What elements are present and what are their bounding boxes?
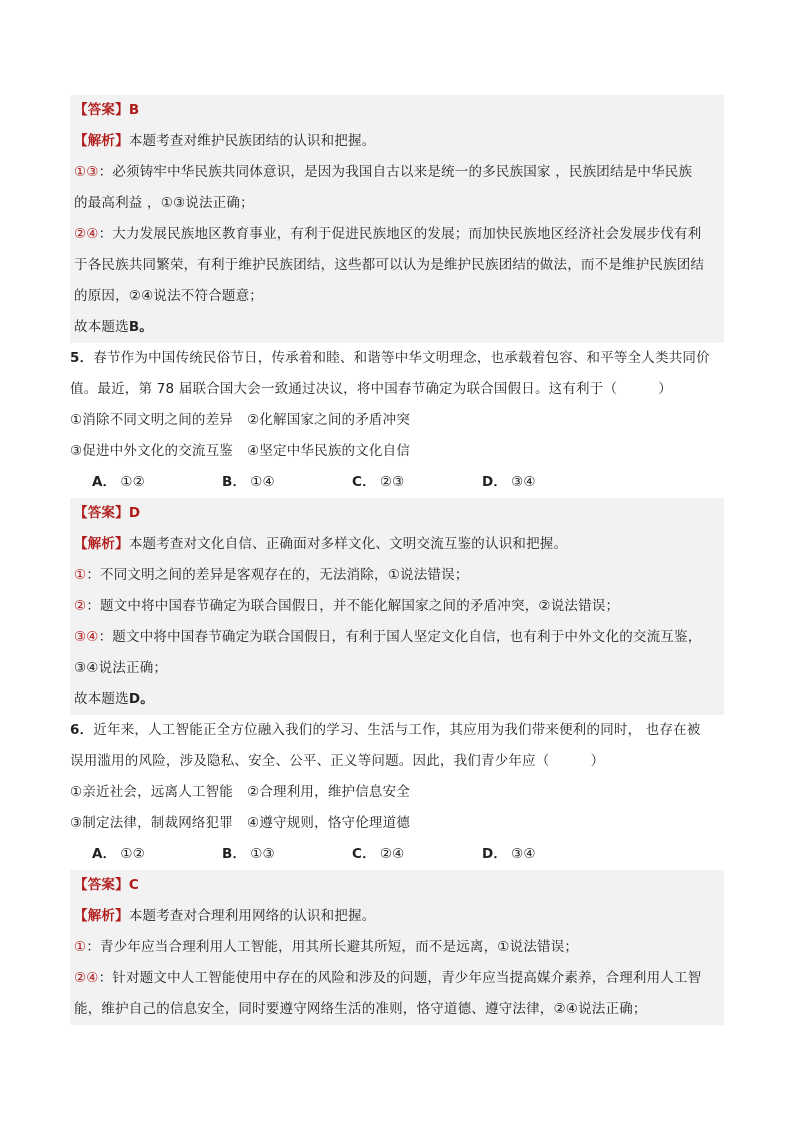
option-a[interactable]: A． ①② [92,846,145,862]
question-stem: 5．春节作为中国传统民俗节日，传承着和睦、和谐等中华文明理念，也承载着包容、和平等全人类共同价 [70,350,710,366]
answer-line: 【答案】D [70,498,724,529]
analysis-point-line: ②④：大力发展民族地区教育事业，有利于促进民族地区的发展；而加快民族地区经济社会发展步伐有利 [70,219,724,250]
option-c[interactable]: C． ②④ [352,846,405,862]
analysis-point-line: ②④：针对题文中人工智能使用中存在的风险和涉及的问题，青少年应当提高媒介素养，合理利用人工智 [70,963,724,994]
conclusion-line: 故本题选D。 [70,684,724,715]
option-d[interactable]: D． ③④ [482,846,536,862]
analysis-point-line: ①③：必须铸牢中华民族共同体意识，是因为我国自古以来是统一的多民族国家 ，民族团结是中华民族 [70,157,724,188]
analysis-point-line: ③④说法正确； [70,653,724,684]
option-c[interactable]: C． ②③ [352,474,405,490]
option-b[interactable]: B． ①③ [222,846,275,862]
analysis-line: 【解析】本题考查对维护民族团结的认识和把握。 [70,126,724,157]
option-row [70,467,724,498]
answer-line: 【答案】B [70,95,724,126]
question-stem: 误用滥用的风险，涉及隐私、安全、公平、正义等问题。因此，我们青少年应（ ） [70,753,605,769]
analysis-point-line: ③④：题文中将中国春节确定为联合国假日，有利于国人坚定文化自信，也有利于中外文化的交流互鉴， [70,622,724,653]
statement-row: ①亲近社会，远离人工智能 ②合理利用，维护信息安全 [70,784,411,800]
option-a[interactable]: A． ①② [92,474,145,490]
analysis-line: 【解析】本题考查对合理利用网络的认识和把握。 [70,901,724,932]
option-d[interactable]: D． ③④ [482,474,536,490]
analysis-point-line: ②：题文中将中国春节确定为联合国假日，并不能化解国家之间的矛盾冲突，②说法错误； [70,591,724,622]
analysis-line: 【解析】本题考查对文化自信、正确面对多样文化、文明交流互鉴的认识和把握。 [70,529,724,560]
option-row [70,839,724,870]
statement-row: ③制定法律，制裁网络犯罪 ④遵守规则，恪守伦理道德 [70,815,411,831]
question-stem: 6．近年来，人工智能正全方位融入我们的学习、生活与工作，其应用为我们带来便利的同时， 也存在被 [70,722,701,738]
option-b[interactable]: B． ①④ [222,474,275,490]
statement-row: ③促进中外文化的交流互鉴 ④坚定中华民族的文化自信 [70,443,411,459]
document-page [70,95,724,1025]
analysis-point-line: 的原因，②④说法不符合题意； [70,281,724,312]
analysis-point-line: 的最高利益 ，①③说法正确； [70,188,724,219]
analysis-point-line: ①：不同文明之间的差异是客观存在的，无法消除，①说法错误； [70,560,724,591]
answer-line: 【答案】C [70,870,724,901]
analysis-point-line: 能，维护自己的信息安全，同时要遵守网络生活的准则，恪守道德、遵守法律，②④说法正确； [70,994,724,1025]
conclusion-line: 故本题选B。 [70,312,724,343]
statement-row: ①消除不同文明之间的差异 ②化解国家之间的矛盾冲突 [70,412,411,428]
analysis-point-line: 于各民族共同繁荣，有利于维护民族团结，这些都可以认为是维护民族团结的做法，而不是维护民族团结 [70,250,724,281]
question-stem: 值。最近，第 78 届联合国大会一致通过决议，将中国春节确定为联合国假日。这有利于（ ） [70,381,672,397]
analysis-point-line: ①：青少年应当合理利用人工智能，用其所长避其所短，而不是远离，①说法错误； [70,932,724,963]
